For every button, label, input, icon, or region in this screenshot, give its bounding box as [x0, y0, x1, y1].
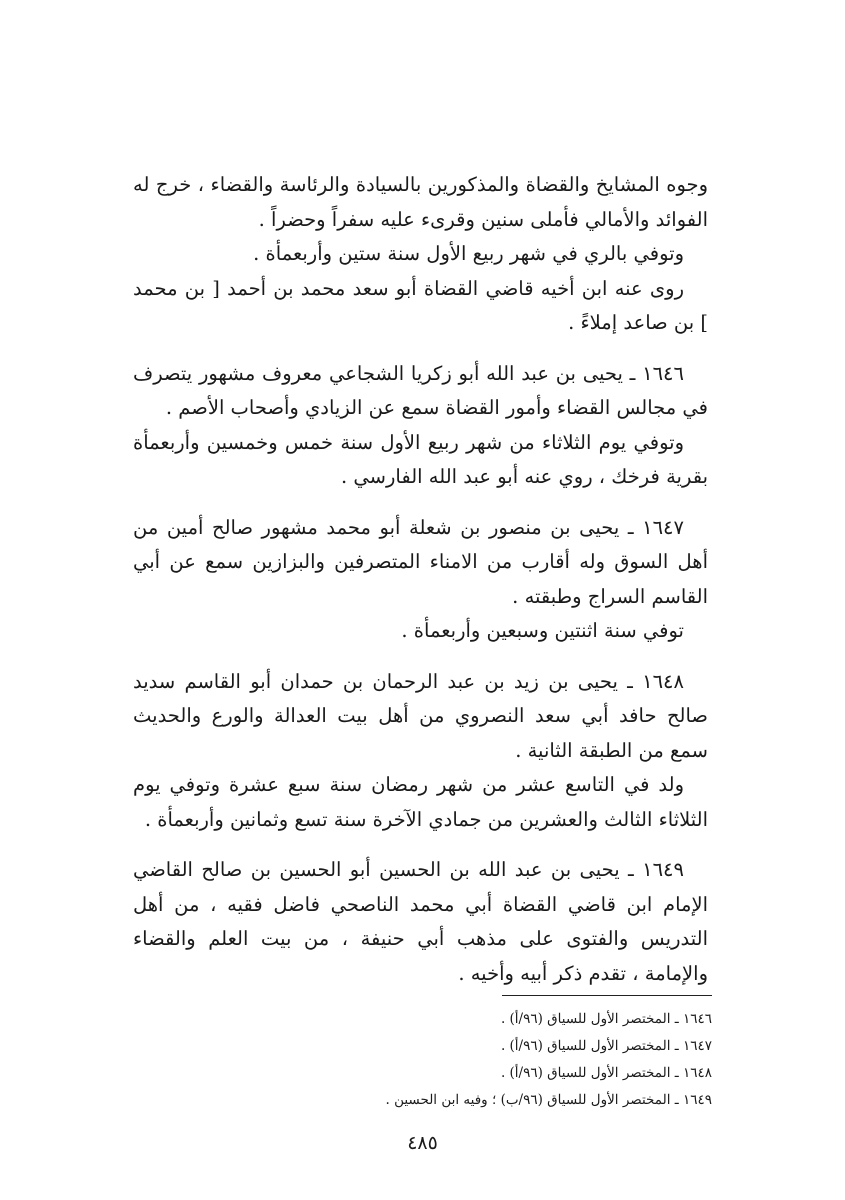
page-number: ٤٨٥ [407, 1132, 438, 1154]
footnote: ١٦٤٧ ـ المختصر الأول للسياق (٩٦/أ) . [500, 1038, 712, 1054]
main-text [133, 168, 708, 991]
paragraph: روى عنه ابن أخيه قاضي القضاة أبو سعد محمد بن أحمد [ بن محمد ] بن صاعد إملاءً . [133, 276, 708, 334]
entry-1648: ١٦٤٨ ـ يحيى بن زيد بن عبد الرحمان بن حمدان أبو القاسم سديد صالح حافد أبي سعد النصروي من أهل بيت العدالة والورع والحديث سمع من الطبقة الثانية . [133, 669, 708, 762]
entry-1647: ١٦٤٧ ـ يحيى بن منصور بن شعلة أبو محمد مشهور صالح أمين من أهل السوق وله أقارب من الامناء المتصرفين والبزازين سمع عن أبي القاسم السراج وطبقته . [133, 515, 708, 608]
entry-1649: ١٦٤٩ ـ يحيى بن عبد الله بن الحسين أبو الحسين بن صالح القاضي الإمام ابن قاضي القضاة أبي محمد الناصحي فاضل فقيه ، من أهل التدريس والفتوى على مذهب أبي حنيفة ، من بيت العلم والقضاء والإمامة ، تقدم ذكر أبيه وأخيه . [133, 858, 708, 985]
footnote: ١٦٤٨ ـ المختصر الأول للسياق (٩٦/أ) . [500, 1065, 712, 1081]
paragraph: ولد في التاسع عشر من شهر رمضان سنة سبع عشرة وتوفي يوم الثلاثاء الثالث والعشرين من جمادي الآخرة سنة تسع وثمانين وأربعمأة . [133, 773, 708, 831]
entry-1646: ١٦٤٦ ـ يحيى بن عبد الله أبو زكريا الشجاعي معروف مشهور يتصرف في مجالس القضاء وأمور القضاة سمع عن الزيادي وأصحاب الأصم . [133, 361, 708, 419]
paragraph: وتوفي بالري في شهر ربيع الأول سنة ستين وأربعمأة . [253, 242, 684, 265]
footnote-divider [502, 995, 712, 996]
footnote: ١٦٤٦ ـ المختصر الأول للسياق (٩٦/أ) . [500, 1011, 712, 1027]
paragraph: وجوه المشايخ والقضاة والمذكورين بالسيادة والرئاسة والقضاء ، خرج له الفوائد والأمالي فأملى سنين وقرىء عليه سفراً وحضراً . [133, 173, 708, 231]
footnotes [137, 1006, 712, 1114]
paragraph: توفي سنة اثنتين وسبعين وأربعمأة . [401, 619, 684, 642]
footnote: ١٦٤٩ ـ المختصر الأول للسياق (٩٦/ب) ؛ وفيه ابن الحسين . [385, 1092, 712, 1108]
paragraph: وتوفي يوم الثلاثاء من شهر ربيع الأول سنة خمس وخمسين وأربعمأة بقرية فرخك ، روي عنه أبو عبد الله الفارسي . [133, 430, 708, 488]
